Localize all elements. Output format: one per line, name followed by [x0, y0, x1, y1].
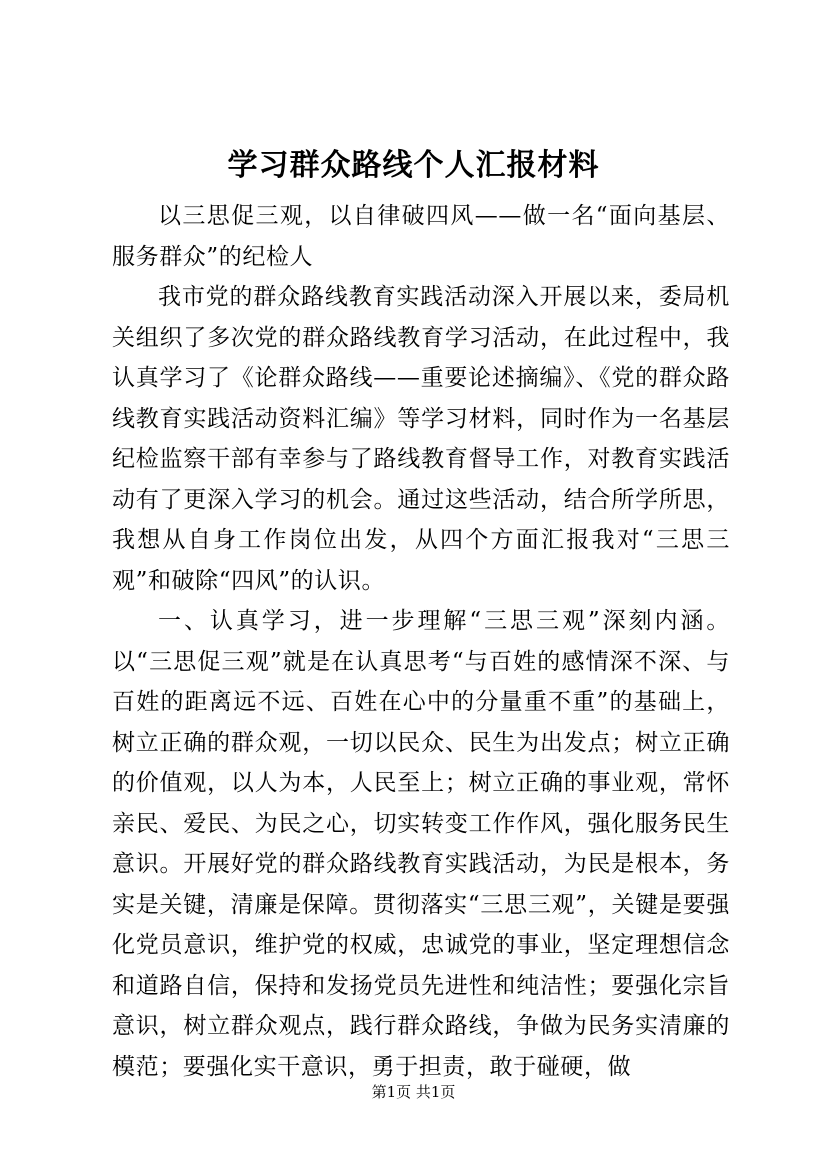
subtitle-paragraph: 以三思促三观，以自律破四风——做一名“面向基层、服务群众”的纪检人	[112, 203, 730, 270]
document-body	[112, 196, 730, 1087]
page-number-footer: 第1页 共1页	[371, 1083, 456, 1101]
document-title: 学习群众路线个人汇报材料	[227, 148, 600, 183]
body-paragraph-section-one: 一、认真学习，进一步理解“三思三观”深刻内涵。以“三思促三观”就是在认真思考“与百姓的感情深不深、与百姓的距离远不远、百姓在心中的分量重不重”的基础上，树立正确的群众观，一切以民众、民生为出发点；树立正确的价值观，以人为本，人民至上；树立正确的事业观，常怀亲民、爱民、为民之心，切实转变工作作风，强化服务民生意识。开展好党的群众路线教育实践活动，为民是根本，务实是关键，清廉是保障。贯彻落实“三思三观”，关键是要强化党员意识，维护党的权威，忠诚党的事业，坚定理想信念和道路自信，保持和发扬党员先进性和纯洁性；要强化宗旨意识，树立群众观点，践行群众路线，争做为民务实清廉的模范；要强化实干意识，勇于担责，敢于碰硬，做	[112, 608, 730, 1080]
body-paragraph-intro: 我市党的群众路线教育实践活动深入开展以来，委局机关组织了多次党的群众路线教育学习活动，在此过程中，我认真学习了《论群众路线——重要论述摘编》、《党的群众路线教育实践活动资料汇编》等学习材料，同时作为一名基层纪检监察干部有幸参与了路线教育督导工作，对教育实践活动有了更深入学习的机会。通过这些活动，结合所学所思，我想从自身工作岗位出发，从四个方面汇报我对“三思三观”和破除“四风”的认识。	[112, 284, 730, 594]
